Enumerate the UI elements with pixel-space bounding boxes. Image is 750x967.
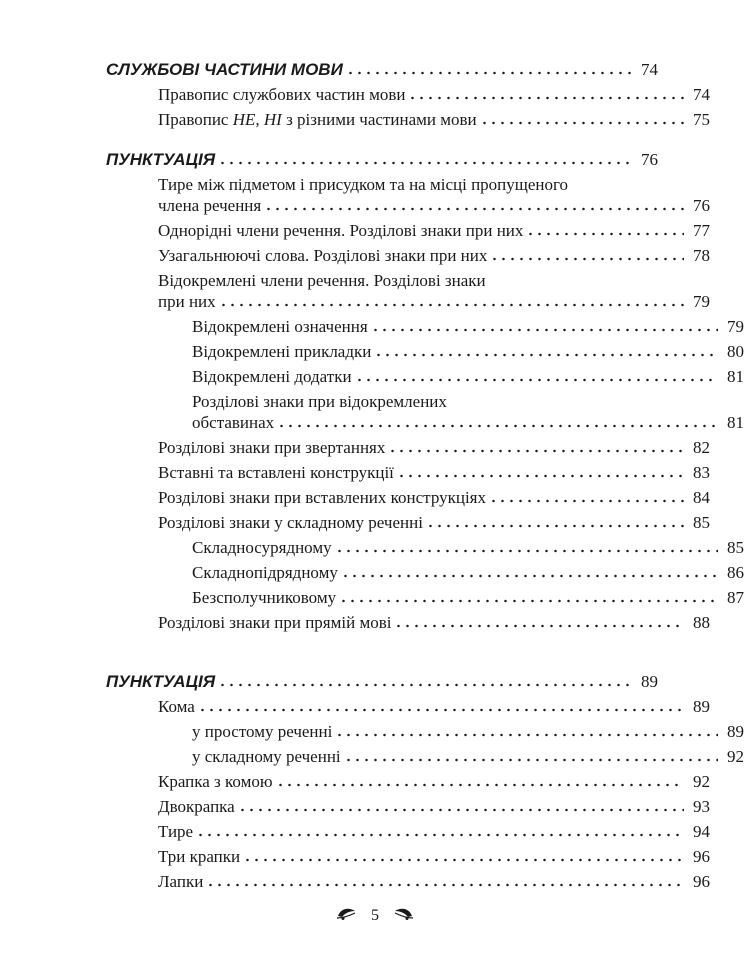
dot-leader [426, 524, 684, 528]
toc-entry [106, 109, 710, 130]
toc-page-number: 96 [693, 847, 710, 866]
toc-entry-title: у складному реченні [192, 747, 341, 766]
toc-page-number: 81 [727, 413, 744, 432]
toc-page-number: 85 [727, 538, 744, 557]
dot-leader [335, 549, 718, 553]
dot-leader [218, 683, 632, 687]
toc-entry [106, 871, 710, 892]
dot-leader [206, 883, 684, 887]
toc-entry-title: Однорідні члени речення. Розділові знаки при них [158, 221, 524, 240]
dot-leader [238, 808, 684, 812]
toc-entry-title: Лапки [158, 872, 204, 891]
dot-leader [526, 232, 684, 236]
toc-entry-title: Розділові знаки при прямій мові [158, 613, 392, 632]
dot-leader [489, 499, 684, 503]
toc-entry-title: члена речення [158, 196, 262, 215]
toc-page-number: 87 [727, 588, 744, 607]
dot-leader [219, 303, 684, 307]
dot-leader [480, 121, 684, 125]
dot-leader [397, 474, 684, 478]
toc-page-number: 76 [693, 196, 710, 215]
toc-entry [106, 821, 710, 842]
leaf-ornament-icon [391, 905, 415, 926]
toc-entry-title: Безсполучниковому [192, 588, 337, 607]
toc-subentry [106, 746, 744, 767]
toc-entry [106, 512, 710, 533]
toc-entry-title: Три крапки [158, 847, 241, 866]
toc-entry-title: Розділові знаки при звертаннях [158, 438, 386, 457]
toc-entry [106, 174, 710, 216]
toc-entry [106, 220, 710, 241]
toc-entry-title: Тире [158, 822, 194, 841]
toc-section-heading [106, 671, 658, 692]
toc-page-number: 89 [641, 672, 658, 691]
toc-section-heading [106, 59, 658, 80]
toc-page-number: 85 [693, 513, 710, 532]
toc-entry [106, 487, 710, 508]
toc-subentry [106, 721, 744, 742]
toc-page-number: 79 [693, 292, 710, 311]
toc-entry [106, 846, 710, 867]
toc-page-number: 93 [693, 797, 710, 816]
toc-page-number: 89 [727, 722, 744, 741]
toc-entry [106, 796, 710, 817]
toc-entry [106, 696, 710, 717]
toc-subentry [106, 366, 744, 387]
dot-leader [490, 257, 684, 261]
toc-entry [106, 462, 710, 483]
toc-page-number: 83 [693, 463, 710, 482]
toc-page-number: 86 [727, 563, 744, 582]
page-footer [0, 905, 750, 926]
toc-entry-title: Кома [158, 697, 195, 716]
toc-page-number: 82 [693, 438, 710, 457]
toc-entry [106, 245, 710, 266]
toc-page-number: 75 [693, 110, 710, 129]
toc-entry-title: Правопис службових частин мови [158, 85, 406, 104]
toc-page-number: 80 [727, 342, 744, 361]
toc-title-part: Правопис [158, 110, 233, 129]
toc-page-number: 78 [693, 246, 710, 265]
dot-leader [218, 161, 632, 165]
toc-entry-title: ПУНКТУАЦІЯ [106, 150, 216, 169]
toc-entry-title: СЛУЖБОВІ ЧАСТИНИ МОВИ [106, 60, 343, 79]
dot-leader [198, 708, 684, 712]
dot-leader [243, 858, 684, 862]
toc-page-number: 79 [727, 317, 744, 336]
toc-entry-title: Розділові знаки у складному реченні [158, 513, 423, 532]
toc-entry-title-line: Відокремлені члени речення. Розділові знаки [158, 271, 486, 290]
toc-entry-title: Складнопідрядному [192, 563, 338, 582]
toc-subentry [106, 316, 744, 337]
toc-entry-title: Відокремлені додатки [192, 367, 352, 386]
toc-subentry [106, 537, 744, 558]
toc-page-number: 88 [693, 613, 710, 632]
dot-leader [341, 574, 718, 578]
dot-leader [346, 71, 632, 75]
toc-subentry [106, 562, 744, 583]
toc-subentry [106, 587, 744, 608]
toc-entry-title: при них [158, 292, 216, 311]
leaf-ornament-icon [335, 905, 359, 926]
dot-leader [277, 424, 718, 428]
toc-entry-title [158, 109, 477, 130]
toc-entry-title: Відокремлені прикладки [192, 342, 372, 361]
toc-entry-title: Відокремлені означення [192, 317, 368, 336]
dot-leader [388, 449, 684, 453]
toc-page-number: 92 [727, 747, 744, 766]
toc-page-number: 74 [693, 85, 710, 104]
toc-entry-title: Крапка з комою [158, 772, 273, 791]
toc-page-number: 92 [693, 772, 710, 791]
toc-page-number: 81 [727, 367, 744, 386]
toc-page-number: 74 [641, 60, 658, 79]
toc-section-heading [106, 149, 658, 170]
toc-entry-title: Узагальнюючі слова. Розділові знаки при них [158, 246, 488, 265]
toc-entry [106, 437, 710, 458]
toc-entry [106, 612, 710, 633]
toc-page-number: 89 [693, 697, 710, 716]
dot-leader [394, 624, 684, 628]
toc-entry-title: обставинах [192, 413, 275, 432]
toc-title-part: з різними частинами мови [281, 110, 477, 129]
toc-entry [106, 771, 710, 792]
toc-entry-title-line: Розділові знаки при відокремлених [192, 392, 447, 411]
dot-leader [196, 833, 684, 837]
toc-title-emphasis: НЕ, НІ [232, 110, 282, 129]
dot-leader [276, 783, 684, 787]
toc-page-number: 77 [693, 221, 710, 240]
toc-entry-title: у простому реченні [192, 722, 333, 741]
toc-entry-title: Розділові знаки при вставлених конструкціях [158, 488, 486, 507]
dot-leader [344, 758, 718, 762]
toc-entry-title: Вставні та вставлені конструкції [158, 463, 394, 482]
dot-leader [374, 353, 718, 357]
dot-leader [264, 207, 684, 211]
toc-page-number: 84 [693, 488, 710, 507]
toc-subentry [106, 341, 744, 362]
toc-page-number: 94 [693, 822, 710, 841]
toc-entry-title: Двокрапка [158, 797, 235, 816]
toc-entry [106, 84, 710, 105]
toc-entry-title-line: Тире між підметом і присудком та на місці пропущеного [158, 175, 569, 194]
table-of-contents [106, 59, 744, 892]
toc-entry-title: ПУНКТУАЦІЯ [106, 672, 216, 691]
dot-leader [355, 378, 718, 382]
dot-leader [371, 328, 718, 332]
toc-page-number: 96 [693, 872, 710, 891]
dot-leader [335, 733, 718, 737]
dot-leader [339, 599, 718, 603]
toc-entry [106, 270, 710, 312]
toc-entry-title: Складносурядному [192, 538, 332, 557]
toc-page-number: 76 [641, 150, 658, 169]
toc-subentry [106, 391, 744, 433]
dot-leader [408, 96, 684, 100]
page-number: 5 [371, 906, 379, 924]
